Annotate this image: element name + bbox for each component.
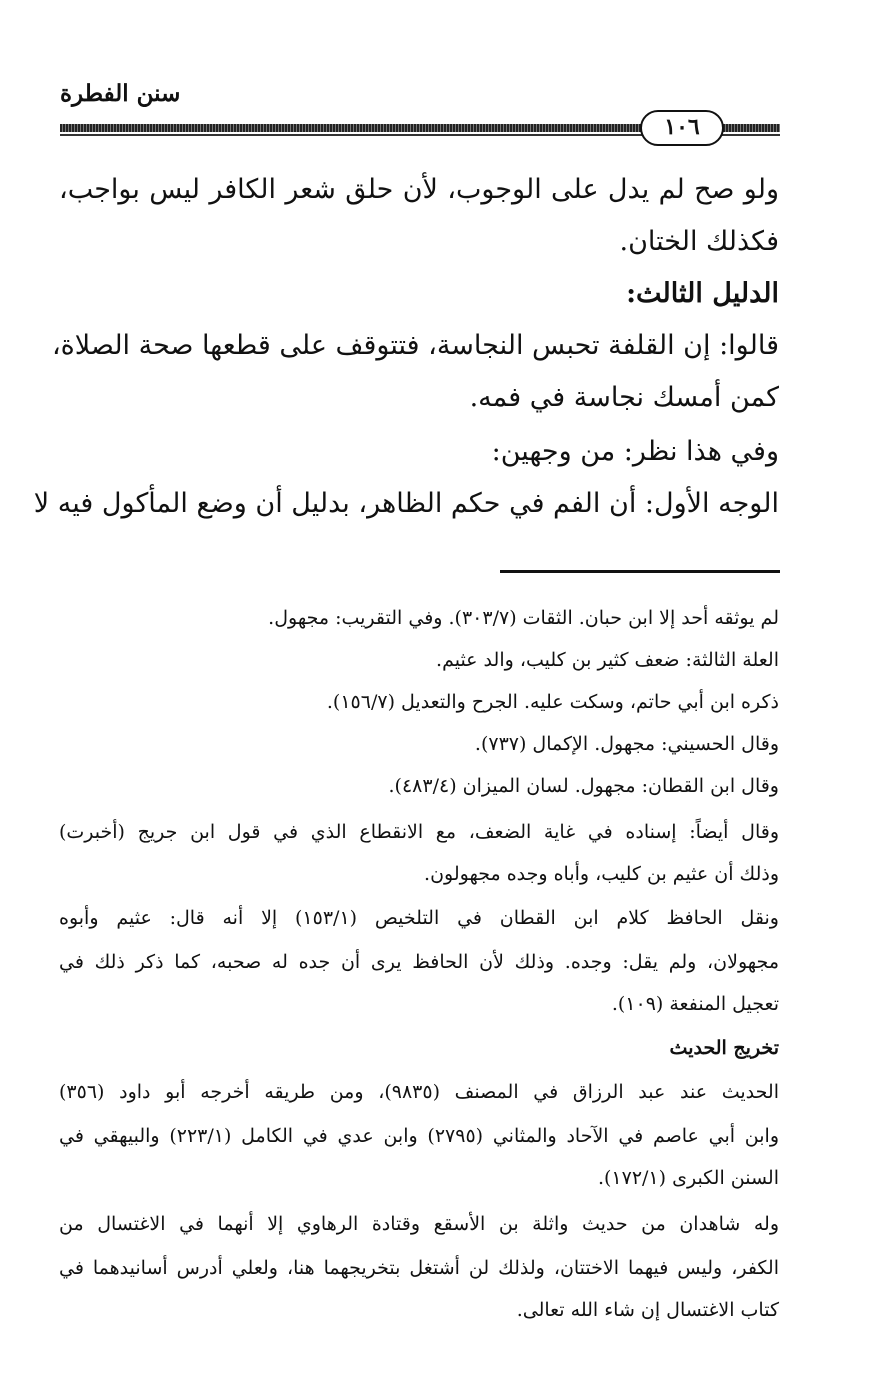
footnote-line: الحديث عند عبد الرزاق في المصنف (٩٨٣٥)، ومن طريقه أخرجه أبو داود (٣٥٦) <box>59 1081 779 1103</box>
footnote-line: وقال الحسيني: مجهول. الإكمال (٧٣٧). <box>474 733 779 755</box>
footnote-line: لم يوثقه أحد إلا ابن حبان. الثقات (٣٠٣/٧). وفي التقريب: مجهول. <box>268 607 779 629</box>
body-line: وفي هذا نظر: من وجهين: <box>491 436 779 467</box>
footnote-line: وذلك أن عثيم بن كليب، وأباه وجده مجهولون. <box>424 863 779 885</box>
footnote-line: وابن أبي عاصم في الآحاد والمثاني (٢٧٩٥) وابن عدي في الكامل (٢٢٣/١) والبيهقي في <box>59 1125 780 1147</box>
footnote-line: العلة الثالثة: ضعف كثير بن كليب، والد عثيم. <box>436 649 779 671</box>
footnote-line: كتاب الاغتسال إن شاء الله تعالى. <box>516 1299 779 1321</box>
body-line: كمن أمسك نجاسة في فمه. <box>469 382 779 413</box>
footnote-line: الكفر، وليس فيهما الاختتان، ولذلك لن أشتغل بتخريجهما هنا، ولعلي أدرس أسانيدهما في <box>59 1257 779 1279</box>
body-line: قالوا: إن القلفة تحبس النجاسة، فتتوقف على قطعها صحة الصلاة، <box>51 330 779 361</box>
footnote-line: ذكره ابن أبي حاتم، وسكت عليه. الجرح والتعديل (١٥٦/٧). <box>326 691 779 713</box>
footnote-line: مجهولان، ولم يقل: وجده. وذلك لأن الحافظ يرى أن جده له صحبه، كما ذكر ذلك في <box>59 951 779 973</box>
footnote-separator <box>500 570 780 573</box>
footnote-line: وله شاهدان من حديث واثلة بن الأسقع وقتادة الرهاوي إلا أنهما في الاغتسال من <box>59 1213 779 1235</box>
body-line: الوجه الأول: أن الفم في حكم الظاهر، بدليل أن وضع المأكول فيه لا <box>33 488 779 519</box>
footnote-line: تعجيل المنفعة (١٠٩). <box>611 993 779 1015</box>
footnote-line: ونقل الحافظ كلام ابن القطان في التلخيص (١٥٣/١) إلا أنه قال: عثيم وأبوه <box>59 907 779 929</box>
running-header-title: سنن الفطرة <box>60 80 181 107</box>
footnote-heading: تخريج الحديث <box>669 1037 779 1059</box>
body-line: ولو صح لم يدل على الوجوب، لأن حلق شعر الكافر ليس بواجب، <box>59 174 779 205</box>
footnote-line: السنن الكبرى (١٧٢/١). <box>597 1167 779 1189</box>
footnote-line: وقال ابن القطان: مجهول. لسان الميزان (٤٨٣/٤). <box>388 775 779 797</box>
page-number: ١٠٦ <box>640 110 724 146</box>
footnote-line: وقال أيضاً: إسناده في غاية الضعف، مع الانقطاع الذي في قول ابن جريج (أخبرت) <box>59 821 779 843</box>
body-line: فكذلك الختان. <box>619 226 779 257</box>
section-heading: الدليل الثالث: <box>626 278 779 309</box>
